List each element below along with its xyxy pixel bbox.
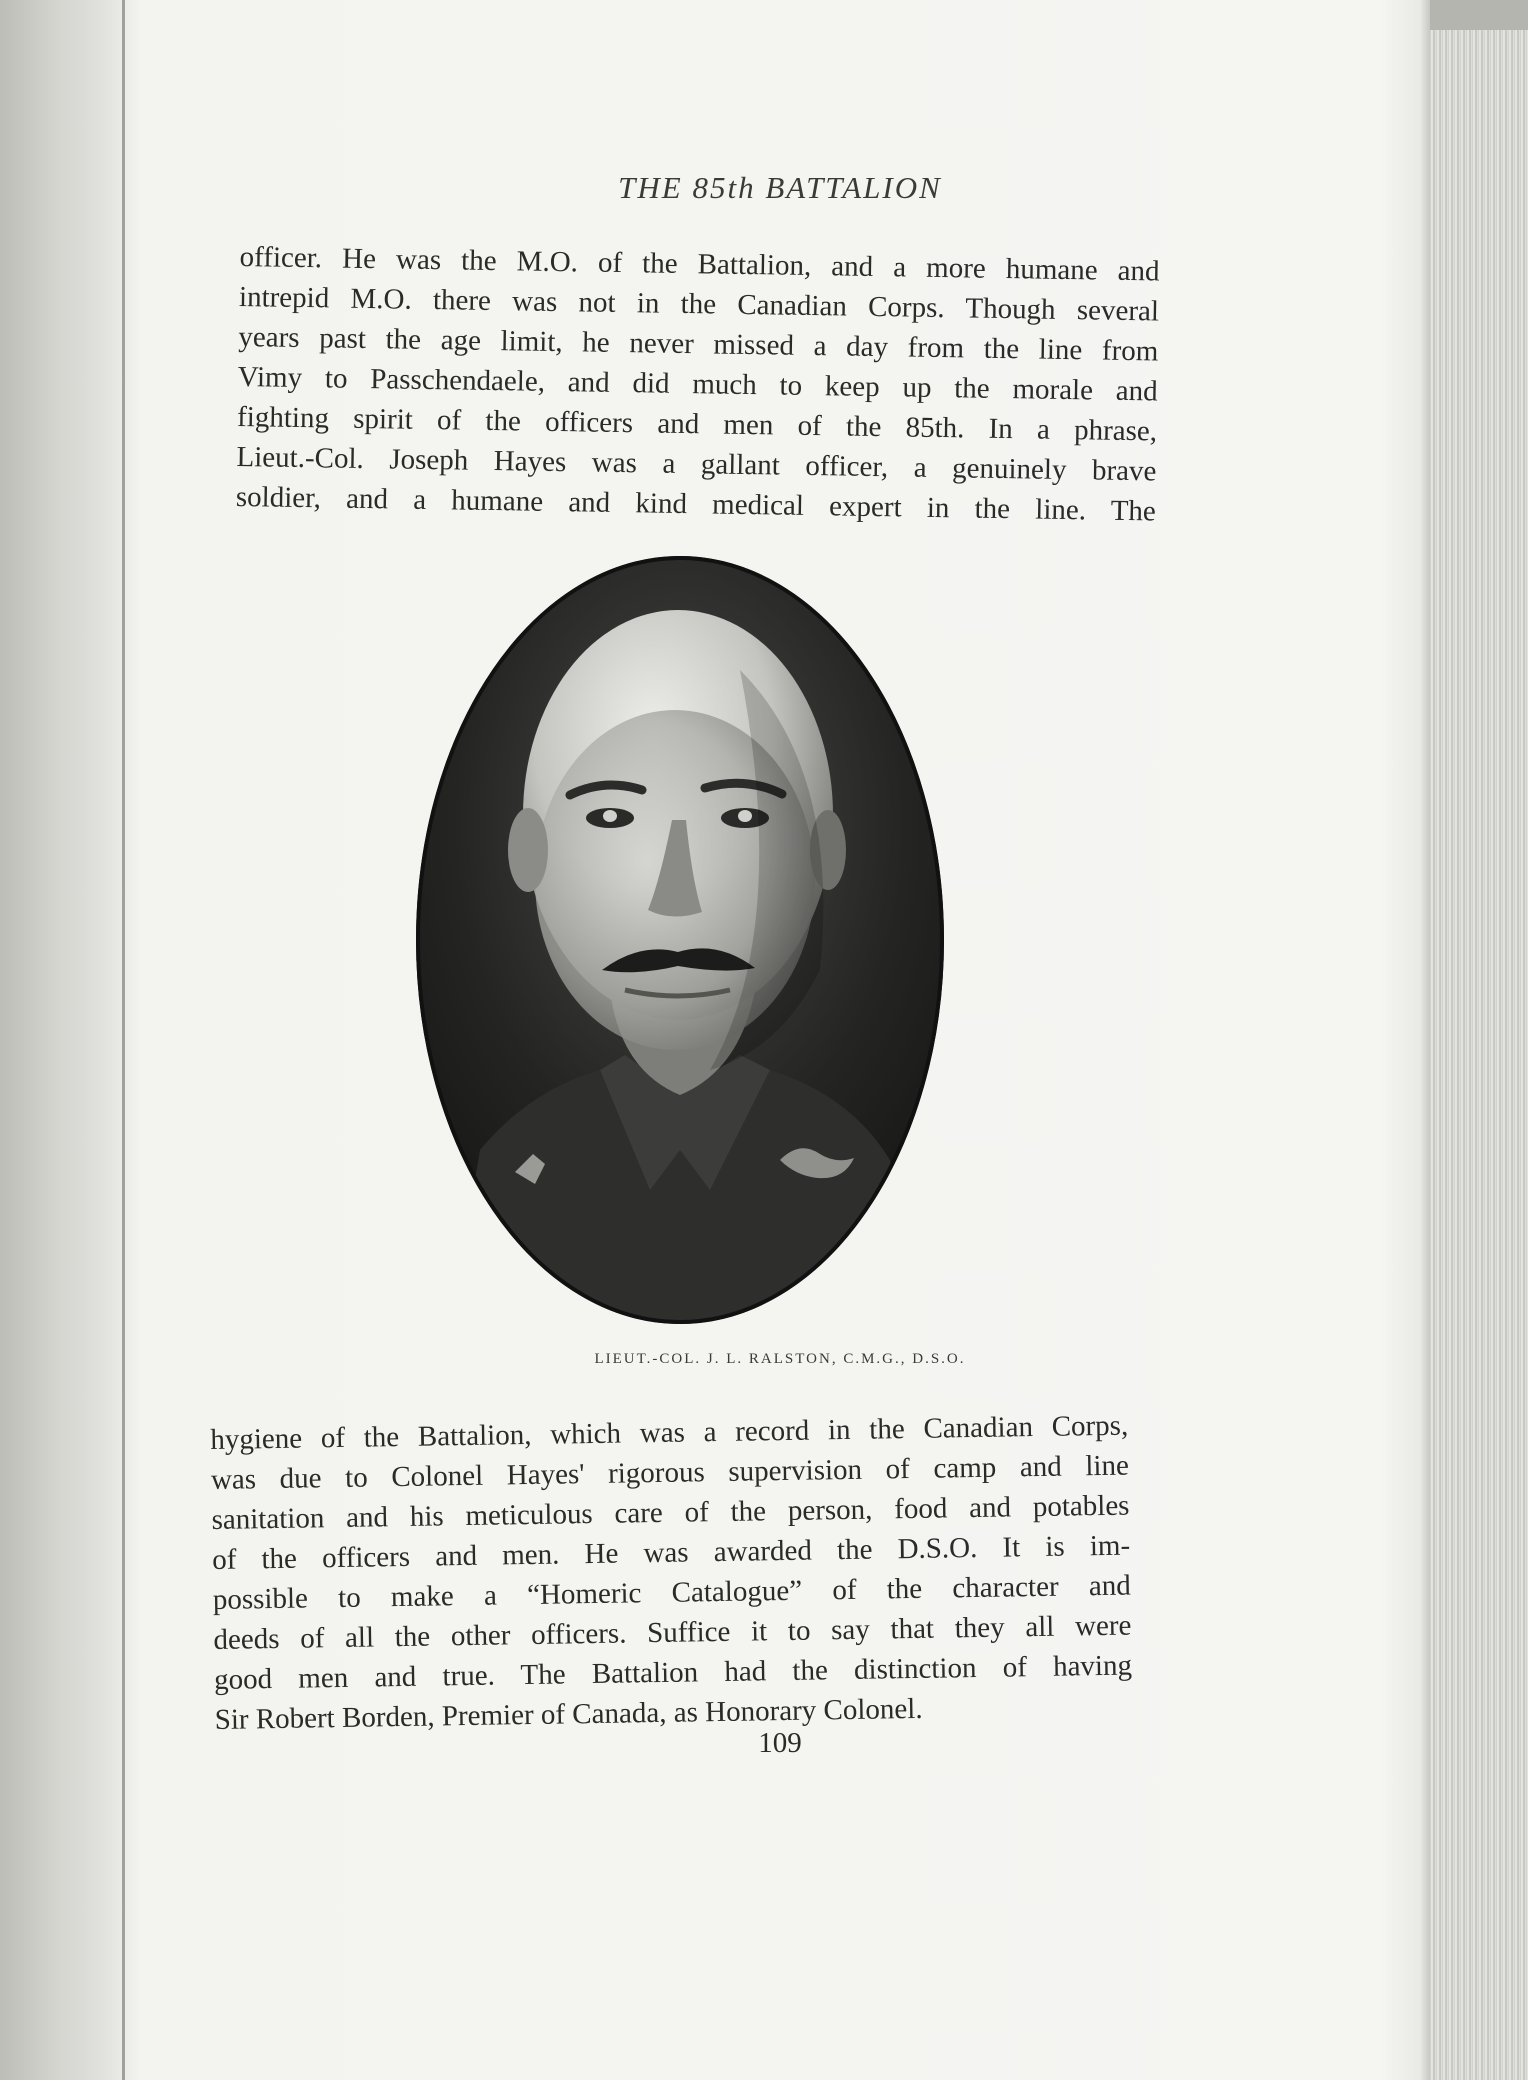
binding-edge xyxy=(122,0,125,2080)
paragraph-line: Sir Robert Borden, Premier of Canada, as Honorary Colonel. xyxy=(214,1692,923,1736)
bottom-paragraph xyxy=(210,1406,1133,1740)
page-stack-top xyxy=(1430,0,1528,30)
paragraph-line: fighting spirit of the officers and men of the 85th. In a phrase, xyxy=(236,400,1158,448)
paragraph-line: officer. He was the M.O. of the Battalion, and a more humane and xyxy=(239,240,1160,288)
portrait-photo xyxy=(410,550,950,1330)
paragraph-line: deeds of all the other officers. Suffice it to say that they all were xyxy=(213,1609,1132,1656)
paragraph-line: Lieut.-Col. Joseph Hayes was a gallant officer, a genuinely brave xyxy=(236,440,1157,488)
paragraph-line: possible to make a “Homeric Catalogue” of the character and xyxy=(212,1569,1131,1616)
paragraph-line: Vimy to Passchendaele, and did much to keep up the morale and xyxy=(237,360,1158,408)
paragraph-line: intrepid M.O. there was not in the Canadian Corps. Though several xyxy=(238,280,1160,328)
page-number: 109 xyxy=(758,1727,802,1759)
paragraph-line: good men and true. The Battalion had the distinction of having xyxy=(213,1649,1133,1696)
page-stack-edges xyxy=(1430,0,1528,2080)
portrait-caption: LIEUT.-COL. J. L. RALSTON, C.M.G., D.S.O. xyxy=(594,1351,966,1367)
paragraph-line: hygiene of the Battalion, which was a record in the Canadian Corps, xyxy=(210,1409,1129,1456)
paragraph-line: of the officers and men. He was awarded the D.S.O. It is im- xyxy=(211,1529,1131,1576)
running-head: THE 85th BATTALION xyxy=(618,170,942,205)
paragraph-line: soldier, and a humane and kind medical expert in the line. The xyxy=(235,480,1157,528)
book-page xyxy=(140,0,1420,2080)
portrait-oval xyxy=(410,550,950,1330)
binding-shadow xyxy=(0,0,140,2080)
paragraph-line: was due to Colonel Hayes' rigorous supervision of camp and line xyxy=(210,1449,1130,1496)
paragraph-line: years past the age limit, he never missed a day from the line from xyxy=(238,320,1159,368)
top-paragraph xyxy=(236,237,1160,531)
paragraph-line: sanitation and his meticulous care of the person, food and potables xyxy=(211,1489,1130,1536)
